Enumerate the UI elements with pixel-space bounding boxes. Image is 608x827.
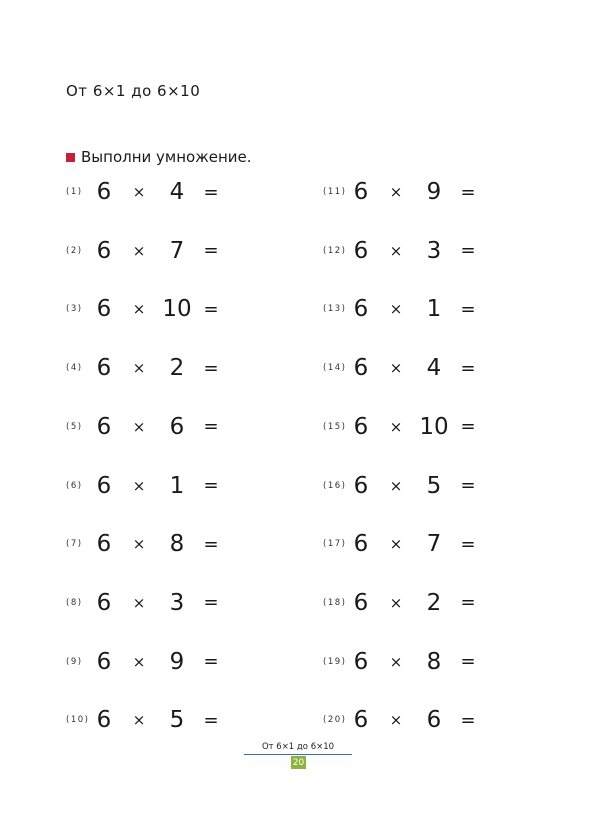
problem-number: (8)	[66, 597, 83, 608]
multiplicand: 6	[96, 179, 112, 205]
multiplicand: 6	[353, 355, 369, 382]
equals-sign: =	[460, 709, 476, 731]
problem-row	[66, 645, 236, 679]
problem-number: (7)	[66, 539, 83, 550]
times-sign: ×	[389, 300, 403, 319]
multiplier: 9	[169, 648, 185, 675]
problem-row	[323, 645, 493, 679]
problem-row	[66, 527, 236, 561]
problem-number: (11)	[323, 187, 347, 197]
equals-sign: =	[460, 298, 476, 320]
times-sign: ×	[132, 359, 146, 378]
problem-number: (19)	[323, 656, 347, 667]
multiplicand: 6	[96, 355, 112, 382]
problem-row	[66, 703, 236, 737]
problem-row	[323, 234, 493, 268]
equals-sign: =	[460, 181, 476, 203]
equals-sign: =	[203, 181, 219, 203]
equals-sign: =	[203, 533, 219, 555]
times-sign: ×	[389, 711, 403, 730]
problem-row	[323, 527, 493, 561]
equals-sign: =	[460, 533, 476, 555]
multiplier: 2	[426, 589, 442, 616]
problem-number: (20)	[323, 715, 347, 726]
problem-number: (15)	[323, 421, 347, 432]
problem-number: (3)	[66, 304, 83, 315]
problem-number: (9)	[66, 656, 83, 667]
problem-number: (4)	[66, 363, 83, 374]
multiplicand: 6	[353, 237, 369, 264]
problem-number: (14)	[323, 363, 347, 374]
times-sign: ×	[389, 535, 403, 554]
problem-number: (6)	[66, 480, 83, 491]
problem-row	[66, 234, 236, 268]
problem-row	[323, 586, 493, 620]
problem-row	[66, 351, 236, 385]
multiplier: 8	[169, 531, 185, 558]
instruction-text: Выполни умножение.	[81, 148, 252, 166]
page-title: От 6×1 до 6×10	[66, 82, 201, 100]
equals-sign: =	[203, 357, 219, 379]
multiplier: 5	[169, 707, 185, 734]
times-sign: ×	[389, 183, 403, 201]
problem-number: (18)	[323, 597, 347, 608]
multiplier: 7	[169, 237, 185, 264]
equals-sign: =	[460, 240, 476, 262]
multiplier: 6	[169, 413, 185, 440]
multiplier: 9	[426, 179, 442, 205]
multiplicand: 6	[96, 296, 112, 323]
times-sign: ×	[132, 476, 146, 495]
problem-row	[323, 351, 493, 385]
multiplier: 10	[419, 413, 449, 440]
multiplicand: 6	[353, 296, 369, 323]
problem-number: (5)	[66, 421, 83, 432]
times-sign: ×	[389, 417, 403, 436]
times-sign: ×	[132, 711, 146, 730]
multiplicand: 6	[96, 472, 112, 499]
problem-number: (12)	[323, 245, 347, 256]
times-sign: ×	[389, 476, 403, 495]
equals-sign: =	[203, 298, 219, 320]
problem-number: (17)	[323, 539, 347, 550]
times-sign: ×	[132, 535, 146, 554]
multiplier: 5	[426, 472, 442, 499]
multiplier: 1	[169, 472, 185, 499]
times-sign: ×	[132, 300, 146, 319]
problem-row	[323, 469, 493, 503]
times-sign: ×	[132, 652, 146, 671]
problem-row	[323, 703, 493, 737]
multiplicand: 6	[353, 413, 369, 440]
multiplier: 2	[169, 355, 185, 382]
multiplier: 6	[426, 707, 442, 734]
multiplier: 4	[426, 355, 442, 382]
problem-row	[66, 586, 236, 620]
problem-number: (1)	[66, 187, 83, 197]
multiplier: 7	[426, 531, 442, 558]
equals-sign: =	[203, 475, 219, 496]
problem-row	[323, 292, 493, 326]
page-number: 20	[292, 757, 305, 768]
multiplier: 10	[162, 296, 192, 323]
multiplicand: 6	[96, 531, 112, 558]
multiplicand: 6	[353, 589, 369, 616]
multiplier: 1	[426, 296, 442, 323]
times-sign: ×	[132, 593, 146, 612]
equals-sign: =	[203, 592, 219, 614]
problem-number: (16)	[323, 480, 347, 491]
times-sign: ×	[389, 359, 403, 378]
times-sign: ×	[389, 593, 403, 612]
equals-sign: =	[460, 357, 476, 379]
equals-sign: =	[460, 651, 476, 673]
equals-sign: =	[203, 416, 219, 438]
footer-divider	[244, 754, 352, 755]
equals-sign: =	[203, 651, 219, 673]
problem-row	[66, 410, 236, 444]
problem-row	[66, 292, 236, 326]
multiplicand: 6	[96, 589, 112, 616]
times-sign: ×	[389, 652, 403, 671]
footer-title: От 6×1 до 6×10	[261, 742, 335, 752]
times-sign: ×	[132, 241, 146, 260]
problem-row	[66, 175, 236, 209]
multiplicand: 6	[353, 707, 369, 734]
multiplicand: 6	[96, 648, 112, 675]
multiplicand: 6	[96, 707, 112, 734]
multiplicand: 6	[353, 179, 369, 205]
problem-number: (10)	[66, 715, 90, 726]
equals-sign: =	[203, 709, 219, 731]
problem-number: (13)	[323, 304, 347, 315]
multiplicand: 6	[353, 648, 369, 675]
times-sign: ×	[389, 241, 403, 260]
problem-row	[323, 175, 493, 209]
equals-sign: =	[460, 416, 476, 438]
multiplier: 3	[169, 589, 185, 616]
problem-row	[66, 469, 236, 503]
multiplicand: 6	[353, 531, 369, 558]
multiplicand: 6	[96, 413, 112, 440]
multiplier: 4	[169, 179, 185, 205]
times-sign: ×	[132, 417, 146, 436]
times-sign: ×	[132, 183, 146, 201]
equals-sign: =	[203, 240, 219, 262]
multiplier: 8	[426, 648, 442, 675]
equals-sign: =	[460, 592, 476, 614]
multiplicand: 6	[353, 472, 369, 499]
problem-number: (2)	[66, 245, 83, 256]
equals-sign: =	[460, 475, 476, 496]
multiplier: 3	[426, 237, 442, 264]
problem-row	[323, 410, 493, 444]
multiplicand: 6	[96, 237, 112, 264]
